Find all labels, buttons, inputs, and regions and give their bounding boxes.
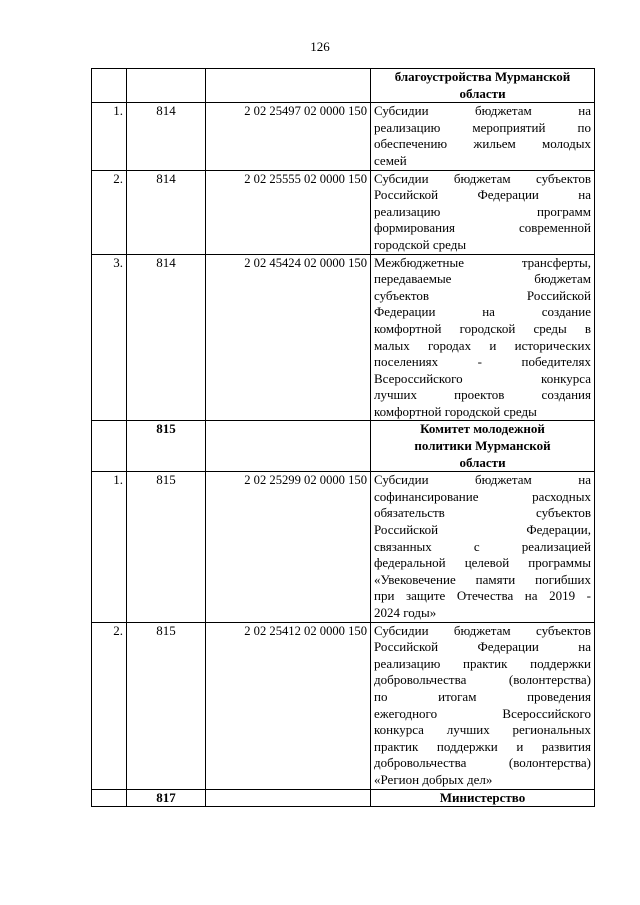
name-line: Межбюджетные трансферты, — [374, 254, 591, 270]
name-line: Субсидии бюджетам на — [374, 103, 591, 119]
section-heading-row — [92, 421, 595, 472]
name-line: по итогам проведения — [374, 688, 591, 704]
table-row — [92, 170, 595, 254]
revenue-code-cell — [206, 69, 371, 103]
revenue-name-cell — [371, 69, 595, 103]
revenue-code-cell — [206, 421, 371, 472]
section-heading-row — [92, 789, 595, 807]
name-line: добровольчества (волонтерства) — [374, 672, 591, 688]
row-number-cell — [92, 69, 127, 103]
table-row — [92, 103, 595, 170]
name-line: реализацию мероприятий по — [374, 119, 591, 135]
row-number-cell: 2. — [92, 170, 127, 254]
name-line: практик поддержки и развития — [374, 738, 591, 754]
administrator-code-cell: 815 — [127, 421, 206, 472]
name-line: 2024 годы» — [374, 605, 437, 620]
name-line: Федерации на создание — [374, 304, 591, 320]
name-line: поселениях - победителях — [374, 354, 591, 370]
revenue-name-cell — [371, 421, 595, 472]
table-row — [92, 622, 595, 789]
name-line: городской среды — [374, 236, 467, 252]
name-line: обеспечению жильем молодых — [374, 136, 591, 152]
name-line: семей — [374, 152, 407, 168]
name-line: обязательств субъектов — [374, 505, 591, 521]
revenue-name-cell — [371, 170, 595, 254]
heading-line: области — [459, 85, 506, 101]
name-line: добровольчества (волонтерства) — [374, 755, 591, 771]
revenue-name-cell — [371, 472, 595, 622]
row-number-cell: 3. — [92, 254, 127, 421]
heading-line: Комитет молодежной — [420, 421, 545, 437]
table-row — [92, 254, 595, 421]
row-number-cell: 1. — [92, 103, 127, 170]
name-line: при защите Отечества на 2019 - — [374, 588, 591, 604]
administrator-code-cell — [127, 69, 206, 103]
name-line: реализацию практик поддержки — [374, 655, 591, 671]
revenue-name-cell — [371, 622, 595, 789]
row-number-cell — [92, 789, 127, 807]
administrator-code-cell: 814 — [127, 103, 206, 170]
administrator-code-cell: 815 — [127, 622, 206, 789]
name-line: комфортной городской среды в — [374, 320, 591, 336]
name-line: связанных с реализацией — [374, 538, 591, 554]
revenue-code-cell: 2 02 25555 02 0000 150 — [206, 170, 371, 254]
heading-line: области — [459, 454, 506, 470]
name-line: малых городах и исторических — [374, 337, 591, 353]
name-line: формирования современной — [374, 220, 591, 236]
row-number-cell — [92, 421, 127, 472]
name-line: Российской Федерации на — [374, 187, 591, 203]
name-line: Субсидии бюджетам субъектов — [374, 622, 591, 638]
name-line: реализацию программ — [374, 203, 591, 219]
row-number-cell: 2. — [92, 622, 127, 789]
name-line: софинансирование расходных — [374, 488, 591, 504]
name-line: ежегодного Всероссийского — [374, 705, 591, 721]
name-line: лучших проектов создания — [374, 387, 591, 403]
name-line: Российской Федерации на — [374, 639, 591, 655]
revenue-name-cell — [371, 103, 595, 170]
heading-line: благоустройства Мурманской — [394, 69, 571, 84]
revenue-code-cell: 2 02 25497 02 0000 150 — [206, 103, 371, 170]
revenue-name-cell — [371, 254, 595, 421]
page-number: 126 — [310, 39, 330, 54]
name-line: субъектов Российской — [374, 287, 591, 303]
name-line: Субсидии бюджетам субъектов — [374, 170, 591, 186]
name-line: конкурса лучших региональных — [374, 722, 591, 738]
row-number-cell: 1. — [92, 472, 127, 622]
administrator-code-cell: 815 — [127, 472, 206, 622]
revenue-code-cell: 2 02 25412 02 0000 150 — [206, 622, 371, 789]
name-line: федеральной целевой программы — [374, 555, 591, 571]
administrator-code-cell: 814 — [127, 170, 206, 254]
name-line: «Увековечение памяти погибших — [374, 571, 591, 587]
heading-line: Министерство — [439, 789, 526, 805]
name-line: передаваемые бюджетам — [374, 271, 591, 287]
table-body — [92, 69, 595, 807]
section-heading-row — [92, 69, 595, 103]
administrator-code-cell: 817 — [127, 789, 206, 807]
table-row — [92, 472, 595, 622]
revenue-code-cell — [206, 789, 371, 807]
heading-line: политики Мурманской — [414, 438, 551, 454]
name-line: Всероссийского конкурса — [374, 370, 591, 386]
name-line: «Регион добрых дел» — [374, 771, 493, 787]
revenue-sources-table — [91, 68, 595, 807]
revenue-code-cell: 2 02 25299 02 0000 150 — [206, 472, 371, 622]
revenue-code-cell: 2 02 45424 02 0000 150 — [206, 254, 371, 421]
name-line: Субсидии бюджетам на — [374, 472, 591, 488]
name-line: Российской Федерации, — [374, 522, 591, 538]
revenue-name-cell — [371, 789, 595, 807]
administrator-code-cell: 814 — [127, 254, 206, 421]
name-line: комфортной городской среды — [374, 403, 537, 419]
